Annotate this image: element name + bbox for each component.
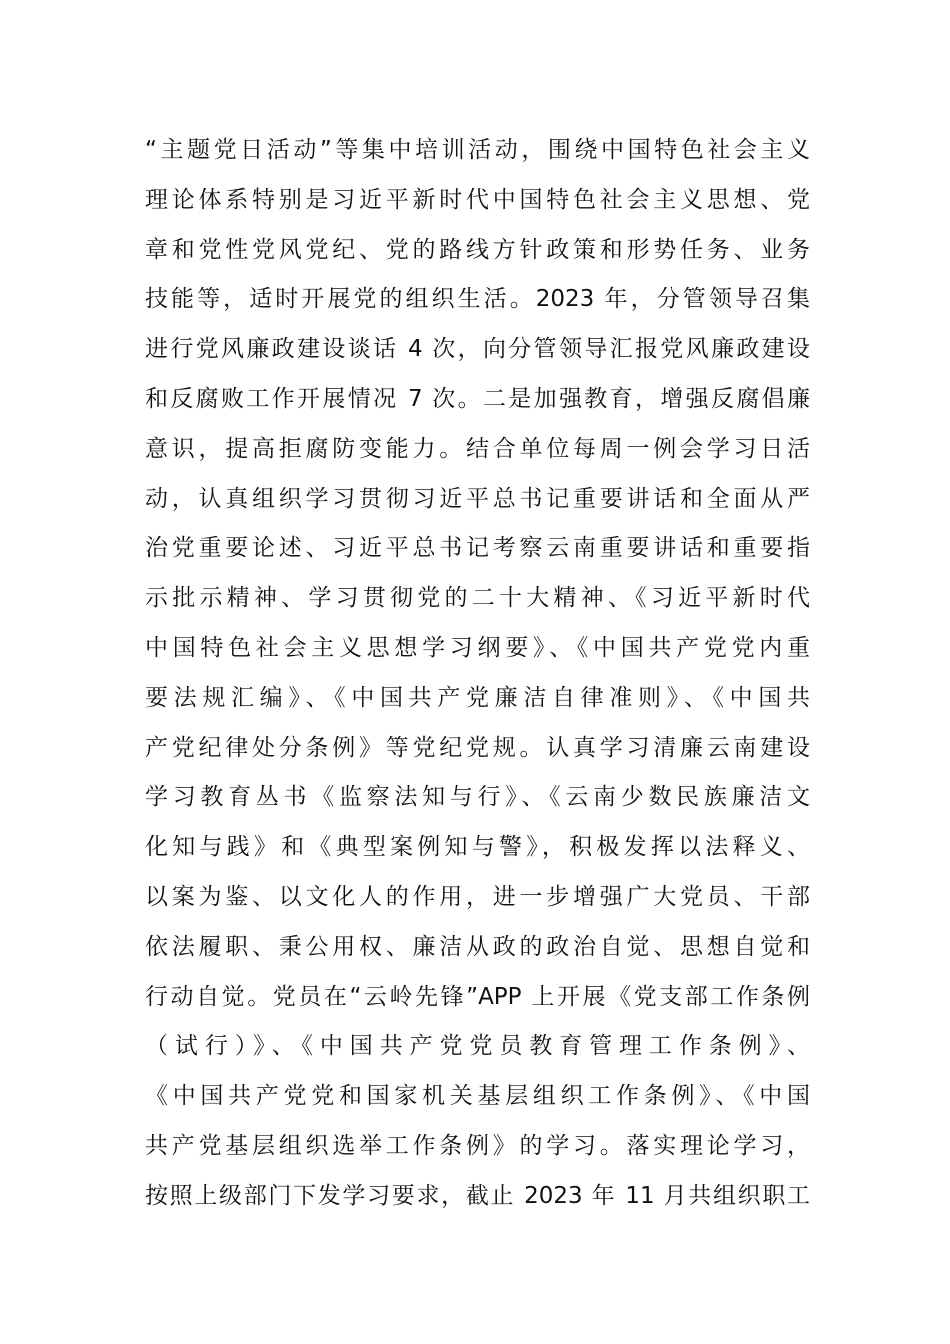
paragraph-line: 动，认真组织学习贯彻习近平总书记重要讲话和全面从严 xyxy=(145,485,810,512)
paragraph-line: 共产党基层组织选举工作条例》的学习。落实理论学习， xyxy=(145,1132,810,1159)
paragraph-line: 学习教育丛书《监察法知与行》、《云南少数民族廉洁文 xyxy=(145,784,810,811)
paragraph-line: 技能等，适时开展党的组织生活。2023 年，分管领导召集 xyxy=(145,286,810,313)
paragraph-line: “主题党日活动”等集中培训活动，围绕中国特色社会主义 xyxy=(145,137,810,163)
paragraph-line: 以案为鉴、以文化人的作用，进一步增强广大党员、干部 xyxy=(145,883,810,910)
paragraph-line: 要法规汇编》、《中国共产党廉洁自律准则》、《中国共 xyxy=(145,684,810,711)
paragraph-line: 进行党风廉政建设谈话 4 次，向分管领导汇报党风廉政建设 xyxy=(145,336,810,363)
paragraph-line: 《中国共产党党和国家机关基层组织工作条例》、《中国 xyxy=(145,1083,810,1110)
paragraph-line: 产党纪律处分条例》等党纪党规。认真学习清廉云南建设 xyxy=(145,734,810,761)
paragraph-line: 意识，提高拒腐防变能力。结合单位每周一例会学习日活 xyxy=(145,435,810,462)
paragraph-line: 理论体系特别是习近平新时代中国特色社会主义思想、党 xyxy=(145,186,810,213)
paragraph-line: 和反腐败工作开展情况 7 次。二是加强教育，增强反腐倡廉 xyxy=(145,385,810,412)
paragraph-line: 章和党性党风党纪、党的路线方针政策和形势任务、业务 xyxy=(145,236,810,263)
paragraph-line: 中国特色社会主义思想学习纲要》、《中国共产党党内重 xyxy=(145,634,810,661)
body-paragraph xyxy=(145,126,810,1222)
paragraph-line: 治党重要论述、习近平总书记考察云南重要讲话和重要指 xyxy=(145,535,810,562)
paragraph-line: （试行）》、《中国共产党党员教育管理工作条例》、 xyxy=(145,1033,810,1060)
paragraph-line: 依法履职、秉公用权、廉洁从政的政治自觉、思想自觉和 xyxy=(145,933,810,960)
paragraph-line: 行动自觉。党员在“云岭先锋”APP 上开展《党支部工作条例 xyxy=(145,983,810,1010)
paragraph-line: 按照上级部门下发学习要求，截止 2023 年 11 月共组织职工 xyxy=(145,1182,810,1209)
paragraph-line: 示批示精神、学习贯彻党的二十大精神、《习近平新时代 xyxy=(145,585,810,612)
paragraph-line: 化知与践》和《典型案例知与警》，积极发挥以法释义、 xyxy=(145,834,810,861)
